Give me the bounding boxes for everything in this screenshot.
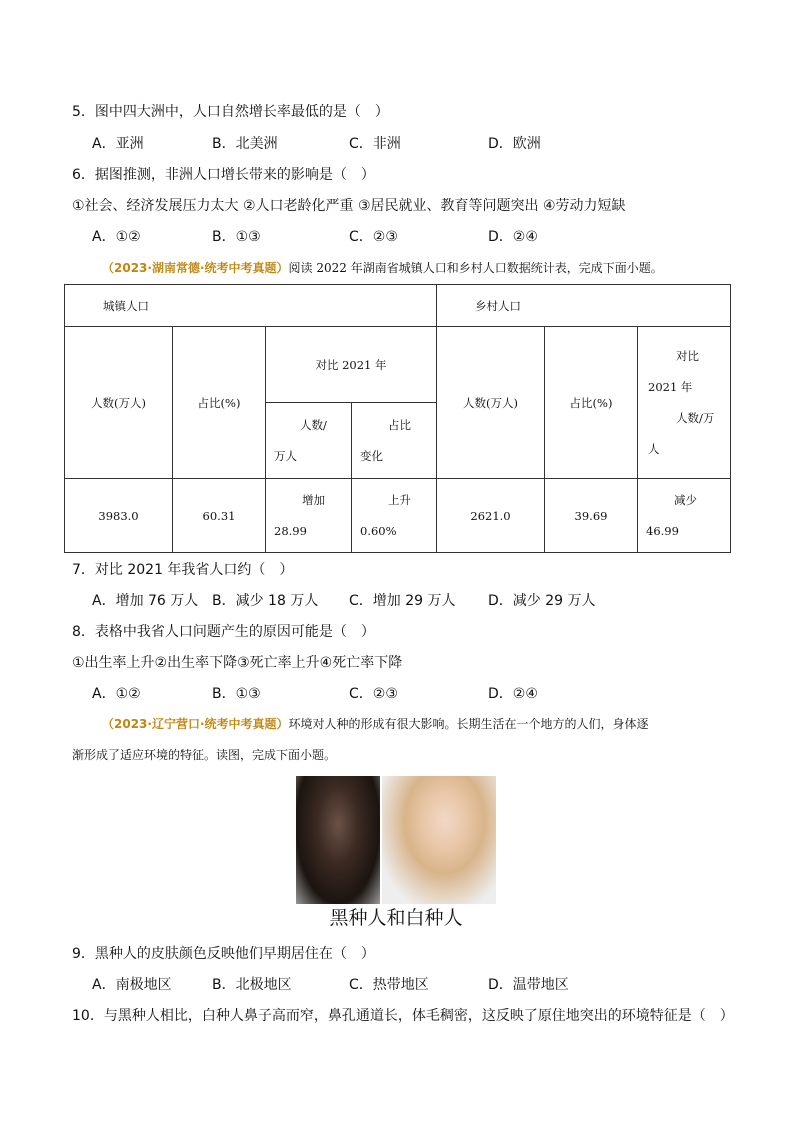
rural-change-cell: 减少 46.99 [638,479,731,553]
question-9: 9．黑种人的皮肤颜色反映他们早期居住在（ ） [72,946,375,962]
question-5: 5．图中四大洲中，人口自然增长率最低的是（ ） [72,104,389,120]
question-6-statements: ①社会、经济发展压力太大 ②人口老龄化严重 ③居民就业、教育等问题突出 ④劳动力短缺 [72,198,626,214]
option-b: B．减少 18 万人 [212,593,319,609]
figure-caption: 黑种人和白种人 [329,907,463,929]
option-c: C．增加 29 万人 [349,593,456,609]
option-a: A．增加 76 万人 [92,593,199,609]
source-text: 环境对人种的形成有很大影响。长期生活在一个地方的人们，身体逐 [288,717,649,731]
urban-share-value: 60.31 [173,479,266,553]
urban-share-header: 占比(%) [173,327,266,479]
rural-share-value: 39.69 [545,479,638,553]
rural-people-header: 人数(万人) [437,327,545,479]
white-person-photo [382,776,496,904]
question-8-statements: ①出生率上升②出生率下降③死亡率上升④死亡率下降 [72,655,403,671]
race-photos [296,776,496,904]
rural-header: 乡村人口 [437,285,731,327]
option-a: A．①② [92,686,141,702]
urban-people-value: 3983.0 [65,479,173,553]
urban-sub-people-header: 人数/ 万人 [266,403,352,479]
option-c: C．热带地区 [349,977,429,993]
option-d: D．②④ [488,229,538,245]
option-d: D．温带地区 [488,977,569,993]
source-tag: （2023·湖南常德·统考中考真题） [102,261,289,275]
rural-share-header: 占比(%) [545,327,638,479]
rural-people-value: 2621.0 [437,479,545,553]
urban-compare-header: 对比 2021 年 [266,327,437,403]
source-note-1 [102,259,663,277]
source-note-2 [102,715,649,733]
question-6: 6．据图推测，非洲人口增长带来的影响是（ ） [72,167,375,183]
option-b: B．北极地区 [212,977,292,993]
source-text: 阅读 2022 年湖南省城镇人口和乡村人口数据统计表，完成下面小题。 [288,261,663,275]
option-b: B．①③ [212,686,261,702]
option-c: C．②③ [349,229,398,245]
option-a: A．①② [92,229,141,245]
urban-header: 城镇人口 [65,285,437,327]
black-person-photo [296,776,380,904]
rural-compare-header: 对比 2021 年 人数/万 人 [638,327,731,479]
urban-change-cell: 增加 28.99 [266,479,352,553]
option-d: D．欧洲 [488,136,541,152]
option-d: D．②④ [488,686,538,702]
question-8: 8．表格中我省人口问题产生的原因可能是（ ） [72,624,375,640]
option-d: D．减少 29 万人 [488,593,596,609]
option-c: C．②③ [349,686,398,702]
option-b: B．北美洲 [212,136,278,152]
source-tag: （2023·辽宁营口·统考中考真题） [102,717,289,731]
option-a: A．南极地区 [92,977,172,993]
source-note-2-cont: 渐形成了适应环境的特征。读图，完成下面小题。 [72,748,337,762]
population-table [64,284,731,553]
option-c: C．非洲 [349,136,401,152]
urban-sub-share-header: 占比 变化 [352,403,437,479]
option-a: A．亚洲 [92,136,144,152]
option-b: B．①③ [212,229,261,245]
urban-people-header: 人数(万人) [65,327,173,479]
question-7: 7．对比 2021 年我省人口约（ ） [72,562,294,578]
urban-share-change-cell: 上升 0.60% [352,479,437,553]
question-10: 10．与黑种人相比，白种人鼻子高而窄，鼻孔通道长，体毛稠密，这反映了原住地突出的环境特征是（ ） [72,1008,734,1024]
